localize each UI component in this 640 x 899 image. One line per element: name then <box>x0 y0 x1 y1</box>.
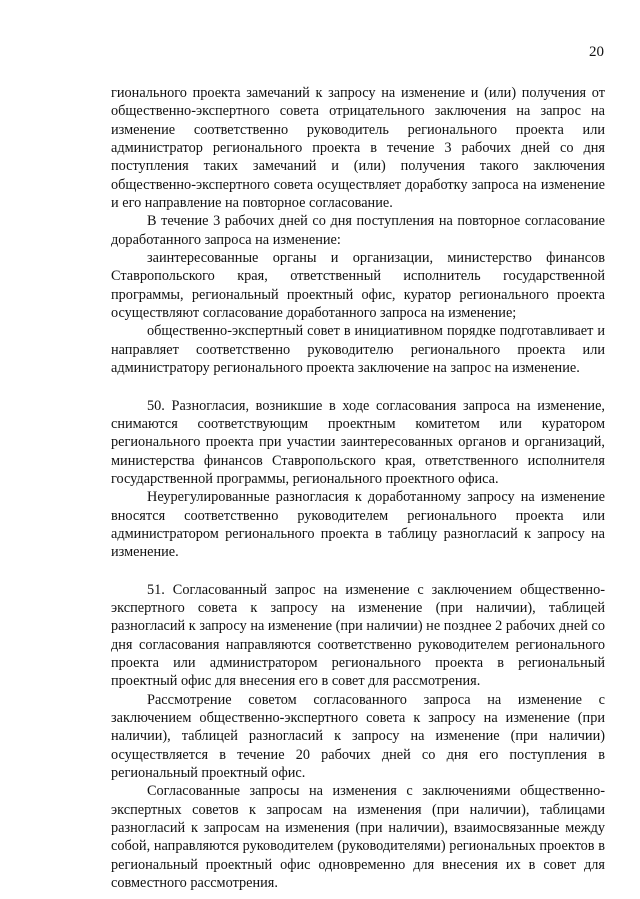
paragraph-expert-council-opinion: общественно-экспертный совет в инициативном порядке подготавливает и направляет соответственно руководителю регионального проекта или администратору регионального проекта заключение на запрос на изменение. <box>111 323 605 377</box>
paragraph-joint-review: Согласованные запросы на изменения с заключениями общественно-экспертных советов к запросам на изменения (при наличии), таблицами разногласий к запросам на изменения (при наличии), взаимосвязанные между собой, направляются руководителем (руководителями) региональных проектов в региональный проектный офис одновременно для внесения их в совет для совместного рассмотрения. <box>111 783 605 892</box>
paragraph-resubmission-intro: В течение 3 рабочих дней со дня поступления на повторное согласование доработанного запроса на изменение: <box>111 213 605 248</box>
paragraph-item-50: 50. Разногласия, возникшие в ходе согласования запроса на изменение, снимаются соответствующим проектным комитетом или куратором регионального проекта при участии заинтересованных органов и организаций, министерства финансов Ставропольского края, ответственного исполнителя государственной программы, регионального проектного офиса. <box>111 397 605 487</box>
paragraph-approval-bodies: заинтересованные органы и организации, министерство финансов Ставропольского края, ответственный исполнитель государственной программы, региональный проектный офис, куратор регионального проекта осуществляют согласование доработанного запроса на изменение; <box>111 250 605 322</box>
paragraph-continuation: гионального проекта замечаний к запросу на изменение и (или) получения от общественно-экспертного совета отрицательного заключения на запрос на изменение соответственно руководитель регионального проекта или администратор регионального проекта в течение 3 рабочих дней со дня поступления таких замечаний и (или) получения такого заключения общественно-экспертного совета осуществляет доработку запроса на изменение и его направление на повторное согласование. <box>111 85 605 212</box>
paragraph-unresolved-disagreements: Неурегулированные разногласия к доработанному запросу на изменение вносятся соответственно руководителем регионального проекта или администратором регионального проекта в таблицу разногласий к запросу на изменение. <box>111 489 605 561</box>
document-body <box>111 84 605 892</box>
paragraph-council-review: Рассмотрение советом согласованного запроса на изменение с заключением общественно-экспертного совета к запросу на изменение (при наличии), таблицей разногласий к запросу на изменение (при наличии) осуществляется в течение 20 рабочих дней со дня его поступления в региональный проектный офис. <box>111 691 605 782</box>
section-gap <box>111 378 605 397</box>
paragraph-item-51: 51. Согласованный запрос на изменение с заключением общественно-экспертного совета к запросу на изменение (при наличии), таблицей разногласий к запросу на изменение (при наличии) не позднее 2 рабочих дней со дня согласования направляются соответственно руководителем регионального проекта или администратором регионального проекта в региональный проектный офис для внесения его в совет для рассмотрения. <box>111 581 605 690</box>
section-gap <box>111 562 605 581</box>
page-number: 20 <box>589 44 604 60</box>
